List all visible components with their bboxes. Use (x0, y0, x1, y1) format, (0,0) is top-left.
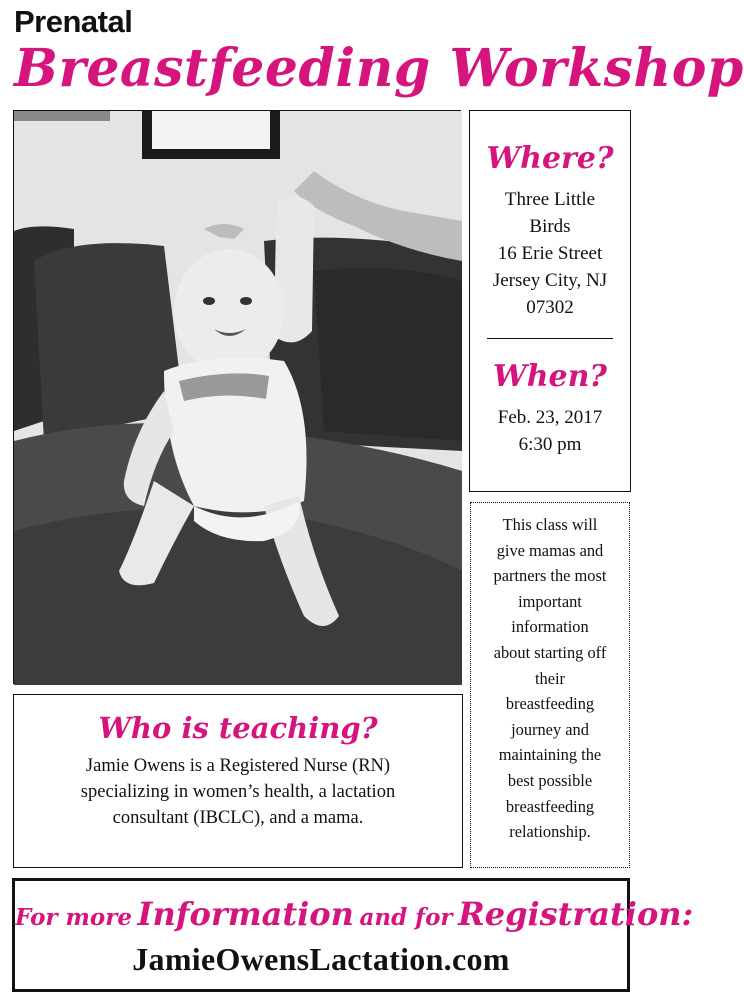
footer-text: and for (359, 904, 453, 931)
footer-box (12, 878, 694, 992)
description-line: about starting off (493, 642, 607, 662)
description-line: maintaining the (498, 745, 602, 765)
description-box (470, 502, 630, 868)
description-line: best possible (507, 770, 593, 790)
address-line: Three Little (504, 189, 596, 210)
description-line: their (534, 668, 566, 688)
where-heading: Where? (486, 141, 614, 176)
pre-title: Prenatal (14, 4, 133, 39)
teacher-heading: Who is teaching? (98, 711, 378, 745)
description-line: relationship. (509, 822, 591, 842)
address-line: Birds (529, 216, 571, 237)
description-line: important (518, 591, 582, 611)
footer-text: Registration: (458, 895, 694, 933)
description-line: journey and (511, 719, 589, 739)
bio-line: consultant (IBCLC), and a mama. (112, 808, 364, 828)
website-link[interactable]: JamieOwensLactation.com (132, 941, 510, 977)
address-line: 16 Erie Street (497, 243, 603, 264)
date-time (470, 404, 630, 458)
description-line: give mamas and (496, 540, 604, 560)
description-line: partners the most (493, 566, 607, 586)
description-line: breastfeeding (505, 796, 595, 816)
teacher-box (13, 694, 463, 868)
footer-text: For more (15, 904, 132, 931)
event-date: Feb. 23, 2017 (497, 407, 603, 428)
description-line: breastfeeding (505, 694, 595, 714)
teacher-bio (28, 753, 448, 831)
divider (487, 338, 613, 339)
footer-text: Information (137, 895, 354, 933)
address-line: 07302 (526, 297, 574, 318)
event-time: 6:30 pm (518, 434, 582, 455)
page-title: Breastfeeding Workshop (14, 38, 744, 99)
footer-heading (15, 895, 694, 933)
baby-photo (13, 110, 461, 684)
bio-line: Jamie Owens is a Registered Nurse (RN) (85, 756, 391, 776)
where-when-box (469, 110, 631, 492)
description-line: This class will (502, 515, 598, 534)
when-heading: When? (493, 359, 607, 394)
bio-line: specializing in women’s health, a lactation (80, 782, 396, 802)
description-line: information (511, 617, 589, 637)
address (470, 186, 630, 321)
address-line: Jersey City, NJ (492, 270, 608, 291)
